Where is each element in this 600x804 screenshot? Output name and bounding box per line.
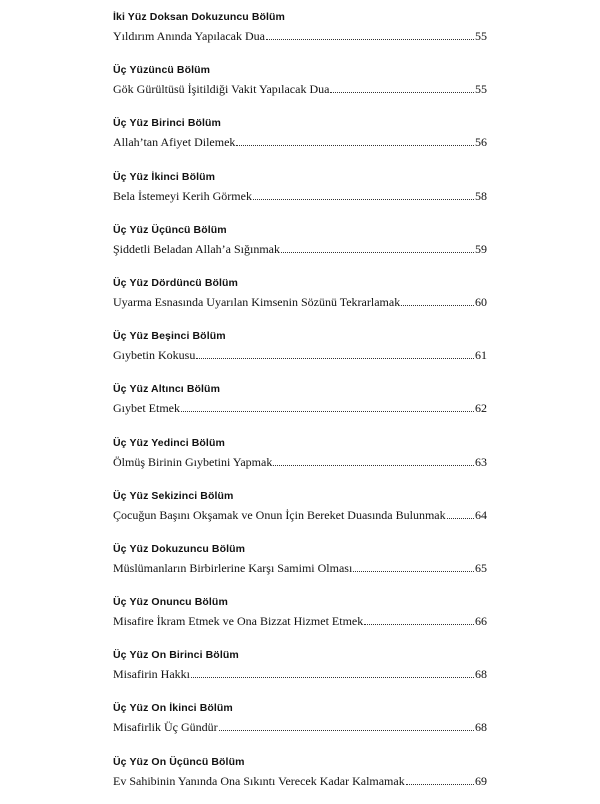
section-title: Allah’tan Afiyet Dilemek [113, 135, 236, 150]
section-title: Gök Gürültüsü İşitildiği Vakit Yapılacak Dua [113, 82, 330, 97]
toc-line [113, 719, 487, 735]
chapter-heading: Üç Yüz Üçüncü Bölüm [113, 223, 227, 236]
dot-leader [236, 144, 474, 146]
toc-entry[interactable] [113, 697, 487, 750]
toc-line [113, 188, 487, 204]
dot-leader [196, 357, 474, 359]
page-number: 61 [475, 348, 487, 363]
chapter-heading: İki Yüz Doksan Dokuzuncu Bölüm [113, 11, 285, 23]
toc-entry[interactable] [113, 112, 487, 165]
page-number: 65 [475, 560, 487, 575]
page-number: 64 [475, 507, 487, 522]
page-number: 62 [475, 401, 487, 416]
toc-entry[interactable] [113, 325, 487, 378]
section-title: Misafirlik Üç Gündür [113, 720, 218, 735]
section-title: Müslümanların Birbirlerine Karşı Samimi Olması [113, 560, 353, 575]
toc-line [113, 666, 487, 682]
toc-entry[interactable] [113, 432, 487, 485]
section-title: Ölmüş Birinin Gıybetini Yapmak [113, 454, 273, 469]
chapter-heading: Üç Yüz On İkinci Bölüm [113, 702, 233, 715]
chapter-heading: Üç Yüz Onuncu Bölüm [113, 596, 228, 609]
toc-entry[interactable] [113, 219, 487, 272]
dot-leader [447, 517, 474, 519]
chapter-heading: Üç Yüz On Üçüncü Bölüm [113, 755, 245, 768]
section-title: Şiddetli Beladan Allah’a Sığınmak [113, 241, 280, 256]
dot-leader [330, 91, 474, 93]
toc-line [113, 294, 487, 310]
toc-entry[interactable] [113, 59, 487, 112]
table-of-contents [113, 6, 487, 804]
chapter-heading: Üç Yüz İkinci Bölüm [113, 170, 216, 183]
section-title: Ev Sahibinin Yanında Ona Sıkıntı Verecek Kadar Kalmamak [113, 773, 405, 788]
toc-line [113, 560, 487, 576]
section-title: Uyarma Esnasında Uyarılan Kimsenin Sözünü Tekrarlamak [113, 294, 401, 309]
page-number: 66 [475, 614, 487, 629]
toc-line [113, 134, 487, 150]
toc-line [113, 400, 487, 416]
chapter-heading: Üç Yüz Beşinci Bölüm [113, 330, 226, 343]
toc-line [113, 613, 487, 629]
page-number: 60 [475, 294, 487, 309]
chapter-heading: Üç Yüzüncü Bölüm [113, 64, 211, 77]
toc-line [113, 81, 487, 97]
toc-entry[interactable] [113, 166, 487, 219]
page-number: 68 [475, 720, 487, 735]
section-title: Misafire İkram Etmek ve Ona Bizzat Hizmet Etmek [113, 614, 364, 629]
toc-entry[interactable] [113, 272, 487, 325]
dot-leader [191, 676, 474, 678]
dot-leader [219, 729, 474, 731]
page-number: 55 [475, 29, 487, 43]
section-title: Çocuğun Başını Okşamak ve Onun İçin Bereket Duasında Bulunmak [113, 507, 446, 522]
page-number: 56 [475, 135, 487, 150]
chapter-heading: Üç Yüz Dokuzuncu Bölüm [113, 542, 246, 555]
toc-entry[interactable] [113, 644, 487, 697]
dot-leader [281, 251, 474, 253]
section-title: Yıldırım Anında Yapılacak Dua [113, 29, 265, 43]
toc-line [113, 773, 487, 789]
toc-entry[interactable] [113, 6, 487, 59]
toc-line [113, 241, 487, 257]
toc-line [113, 28, 487, 44]
toc-entry[interactable] [113, 485, 487, 538]
dot-leader [273, 464, 474, 466]
page-number: 58 [475, 188, 487, 203]
section-title: Misafirin Hakkı [113, 667, 190, 682]
dot-leader [401, 304, 474, 306]
toc-line [113, 507, 487, 523]
chapter-heading: Üç Yüz Dördüncü Bölüm [113, 276, 238, 289]
toc-entry[interactable] [113, 591, 487, 644]
dot-leader [406, 783, 474, 785]
dot-leader [353, 570, 474, 572]
section-title: Gıybet Etmek [113, 401, 180, 416]
chapter-heading: Üç Yüz Yedinci Bölüm [113, 436, 225, 449]
page-number: 63 [475, 454, 487, 469]
toc-entry[interactable] [113, 751, 487, 804]
page-number: 55 [475, 82, 487, 97]
chapter-heading: Üç Yüz Sekizinci Bölüm [113, 489, 234, 502]
dot-leader [253, 198, 474, 200]
section-title: Bela İstemeyi Kerih Görmek [113, 188, 252, 203]
page-number: 59 [475, 241, 487, 256]
chapter-heading: Üç Yüz On Birinci Bölüm [113, 649, 239, 662]
dot-leader [364, 623, 474, 625]
dot-leader [181, 410, 474, 412]
chapter-heading: Üç Yüz Birinci Bölüm [113, 117, 221, 130]
toc-entry[interactable] [113, 538, 487, 591]
toc-line [113, 454, 487, 470]
toc-entry[interactable] [113, 378, 487, 431]
section-title: Gıybetin Kokusu [113, 348, 196, 363]
dot-leader [266, 38, 474, 40]
chapter-heading: Üç Yüz Altıncı Bölüm [113, 383, 221, 396]
page-number: 68 [475, 667, 487, 682]
toc-line [113, 347, 487, 363]
page-number: 69 [475, 773, 487, 788]
